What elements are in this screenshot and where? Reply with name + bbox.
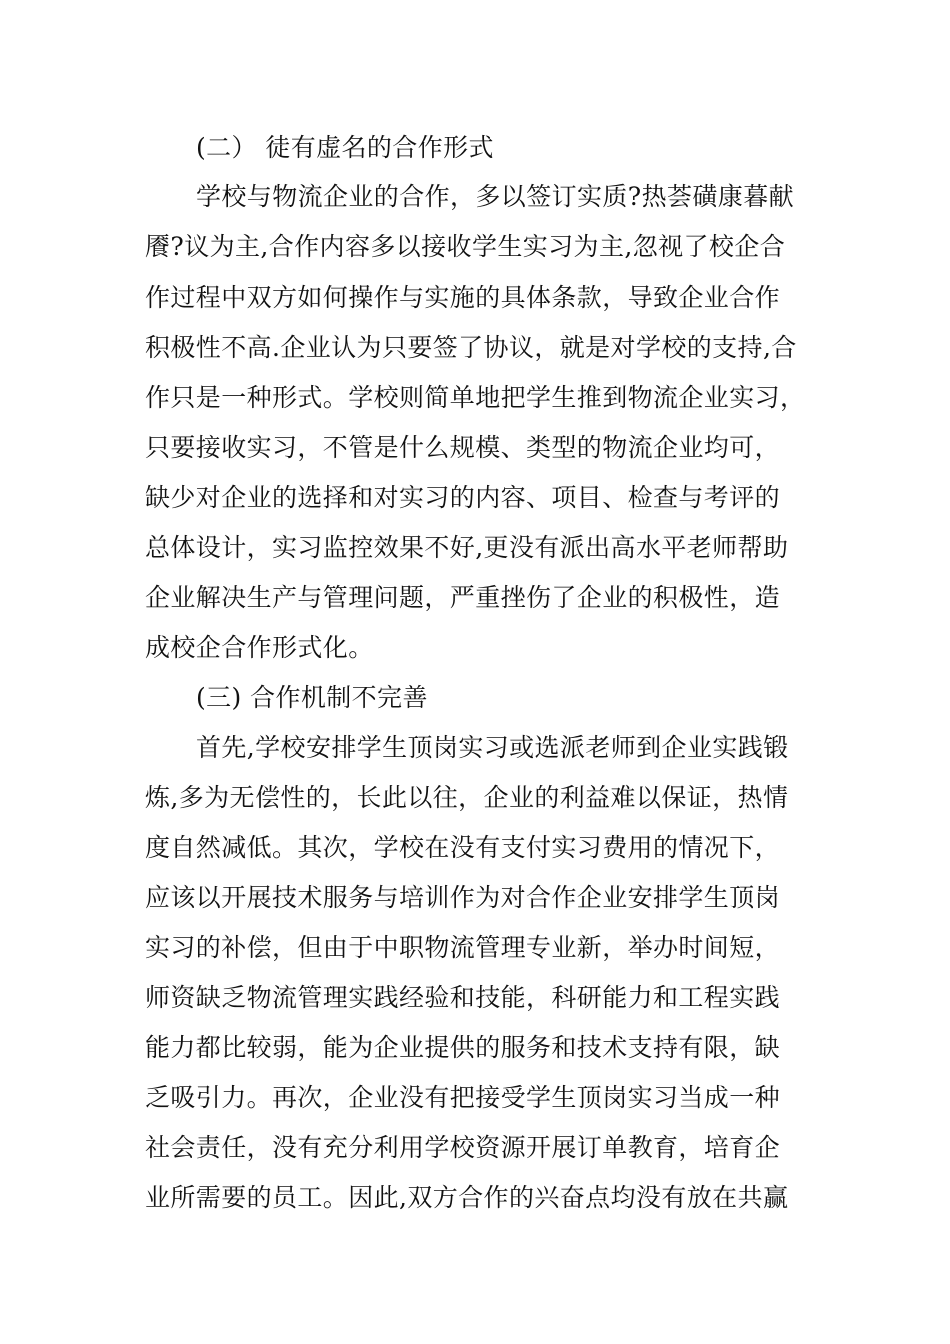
paragraph-line: 度自然减低。其次，学校在没有支付实习费用的情况下， [145,833,781,862]
paragraph-line: 积极性不高.企业认为只要签了协议，就是对学校的支持,合 [145,333,797,362]
paragraph-line: 师资缺乏物流管理实践经验和技能，科研能力和工程实践 [145,983,781,1012]
paragraph-line: 总体设计，实习监控效果不好,更没有派出高水平老师帮助 [145,533,789,562]
paragraph-line: 炼,多为无偿性的，长此以往，企业的利益难以保证，热情 [145,783,789,812]
paragraph-line: 乏吸引力。再次，企业没有把接受学生顶岗实习当成一种 [145,1083,781,1112]
section-heading-3: (三) 合作机制不完善 [196,683,428,712]
paragraph-line: 能力都比较弱，能为企业提供的服务和技术支持有限，缺 [145,1033,781,1062]
paragraph-line: 业所需要的员工。因此,双方合作的兴奋点均没有放在共赢 [145,1183,789,1212]
paragraph-line: 作只是一种形式。学校则简单地把学生推到物流企业实习， [145,383,806,412]
paragraph-line: 作过程中双方如何操作与实施的具体条款，导致企业合作 [145,283,781,312]
paragraph-line: 实习的补偿，但由于中职物流管理专业新，举办时间短， [145,933,781,962]
section-heading-2: (二） 徒有虚名的合作形式 [196,133,494,162]
paragraph-line: 学校与物流企业的合作，多以签订实质?热荟磺康暮献 [196,182,795,211]
paragraph-line: 餍?议为主,合作内容多以接收学生实习为主,忽视了校企合 [145,232,786,261]
paragraph-line: 应该以开展技术服务与培训作为对合作企业安排学生顶岗 [145,883,781,912]
paragraph-line: 社会责任，没有充分利用学校资源开展订单教育，培育企 [145,1133,781,1162]
paragraph-line: 缺少对企业的选择和对实习的内容、项目、检查与考评的 [145,483,781,512]
paragraph-line: 成校企合作形式化。 [145,633,374,662]
paragraph-line: 企业解决生产与管理问题，严重挫伤了企业的积极性，造 [145,583,781,612]
paragraph-line: 只要接收实习，不管是什么规模、类型的物流企业均可， [145,433,781,462]
paragraph-line: 首先,学校安排学生顶岗实习或选派老师到企业实践锻 [196,733,789,762]
